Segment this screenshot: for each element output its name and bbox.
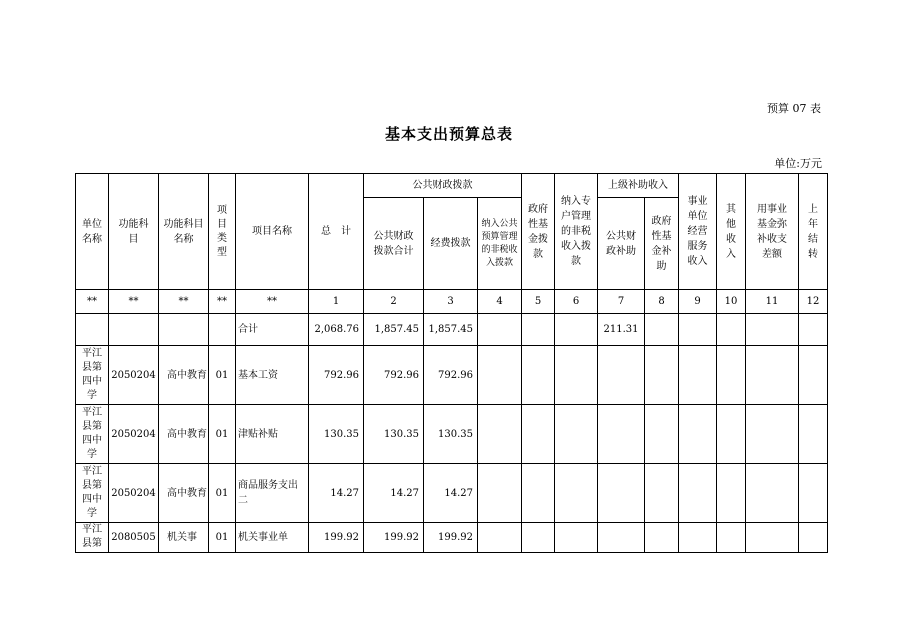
total-label: 合计 <box>236 314 309 346</box>
total-total: 2,068.76 <box>309 314 364 346</box>
total-funding: 1,857.45 <box>424 314 478 346</box>
header-fund-balance: 用事业基金弥补收支差额 <box>746 174 799 290</box>
table-row: 平江县第四中学 2050204 高中教育 01 基本工资 792.96 792.96 792.96 <box>76 346 828 405</box>
header-other-income: 其他收入 <box>717 174 746 290</box>
index-row: ** ** ** ** ** 1 2 3 4 5 6 7 8 9 10 11 12 <box>76 290 828 314</box>
page-title: 基本支出预算总表 <box>384 125 513 143</box>
unit-label: 单位:万元 <box>774 157 822 170</box>
table-row: 平江县第四中学 2050204 高中教育 01 商品服务支出二 14.27 14.27 14.27 <box>76 464 828 523</box>
header-gov-fund-subsidy: 政府性基金补助 <box>645 198 679 290</box>
header-item-name: 项目名称 <box>236 174 309 290</box>
header-gov-fund: 政府性基金拨款 <box>522 174 555 290</box>
header-nontax-special: 纳入专户管理的非税收入拨款 <box>555 174 598 290</box>
form-number: 预算 07 表 <box>767 102 821 115</box>
header-func-name: 功能科目名称 <box>159 174 209 290</box>
header-operating-income: 事业单位经营服务收入 <box>679 174 717 290</box>
header-unit-name: 单位名称 <box>76 174 109 290</box>
header-func-code: 功能科目 <box>109 174 159 290</box>
header-funding: 经费拨款 <box>424 198 478 290</box>
header-public-finance: 公共财政拨款 <box>364 174 522 198</box>
header-superior-subsidy: 上级补助收入 <box>598 174 679 198</box>
header-item-type: 项目类型 <box>209 174 236 290</box>
table-row: 平江县第 2080505 机关事 01 机关事业单 199.92 199.92 199.92 <box>76 523 828 553</box>
budget-table <box>75 173 828 553</box>
total-public-subsidy: 211.31 <box>598 314 645 346</box>
total-row <box>76 314 828 346</box>
header-public-finance-total: 公共财政拨款合计 <box>364 198 424 290</box>
total-public-finance: 1,857.45 <box>364 314 424 346</box>
header-prior-carry: 上年结转 <box>799 174 828 290</box>
header-nontax-in-budget: 纳入公共预算管理的非税收入拨款 <box>478 198 522 290</box>
table-row: 平江县第四中学 2050204 高中教育 01 津贴补贴 130.35 130.35 130.35 <box>76 405 828 464</box>
header-public-subsidy: 公共财政补助 <box>598 198 645 290</box>
header-total: 总 计 <box>309 174 364 290</box>
